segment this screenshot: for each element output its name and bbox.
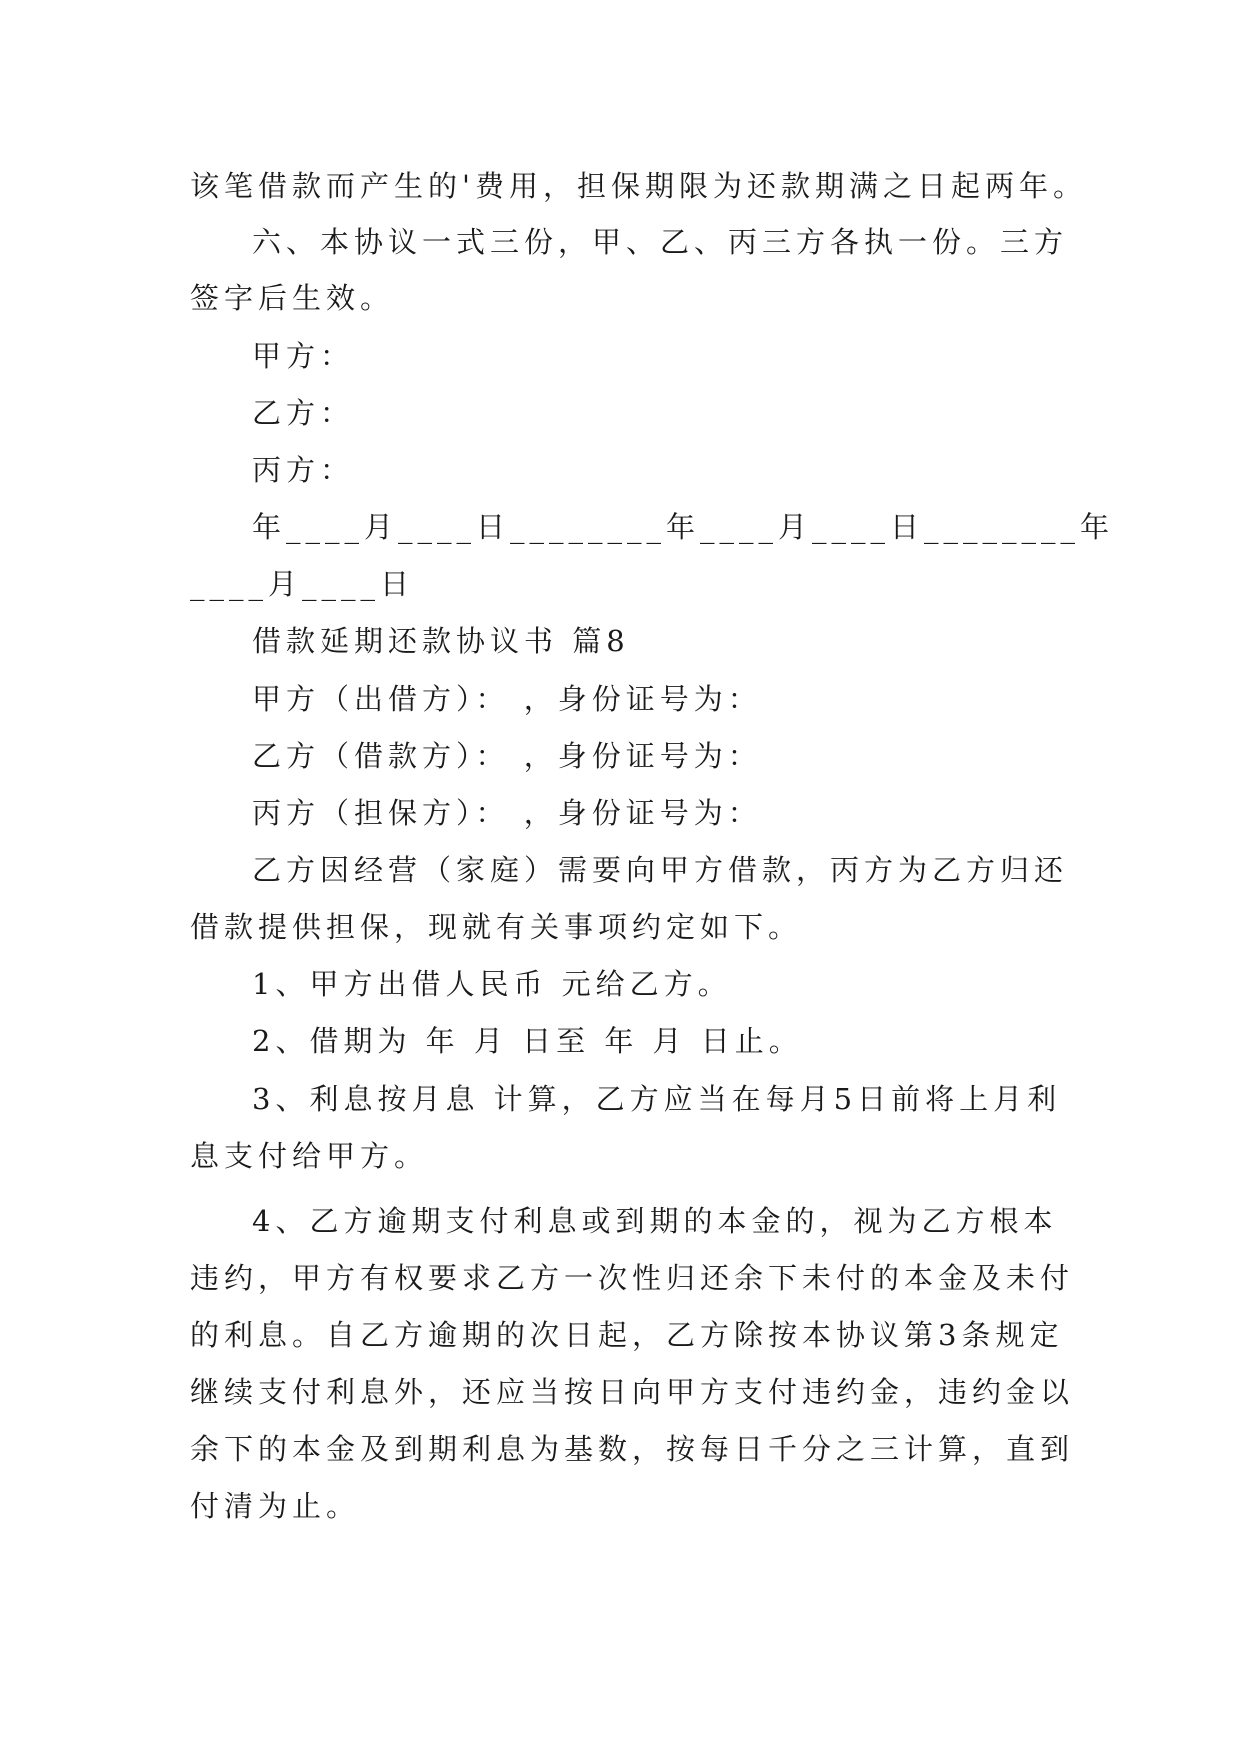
text-line: 乙方因经营（家庭）需要向甲方借款，丙方为乙方归还 [252, 853, 1069, 887]
clause-line: 1、甲方出借人民币 元给乙方。 [252, 967, 732, 1001]
date-line: 年____月____日________年____月____日________年 [252, 510, 1115, 544]
date-line: ____月____日 [190, 567, 415, 601]
signature-label-party-b: 乙方： [252, 396, 355, 430]
text-line: 该笔借款而产生的'费用，担保期限为还款期满之日起两年。 [190, 169, 1087, 203]
party-line: 乙方（借款方）： ，身份证号为： [252, 739, 762, 773]
clause-line: 余下的本金及到期利息为基数，按每日千分之三计算，直到 [190, 1432, 1075, 1466]
clause-line: 继续支付利息外，还应当按日向甲方支付违约金，违约金以 [190, 1375, 1075, 1409]
text-line: 六、本协议一式三份，甲、乙、丙三方各执一份。三方 [252, 225, 1069, 259]
party-line: 丙方（担保方）： ，身份证号为： [252, 796, 762, 830]
clause-line: 2、借期为 年 月 日至 年 月 日止。 [252, 1024, 803, 1058]
clause-line: 的利息。自乙方逾期的次日起，乙方除按本协议第3条规定 [190, 1318, 1064, 1352]
section-heading: 借款延期还款协议书 篇8 [252, 624, 630, 658]
party-line: 甲方（出借方）： ，身份证号为： [252, 682, 762, 716]
clause-line: 违约，甲方有权要求乙方一次性归还余下未付的本金及未付 [190, 1261, 1075, 1295]
text-line: 签字后生效。 [190, 281, 395, 315]
text-line: 借款提供担保，现就有关事项约定如下。 [190, 910, 803, 944]
signature-label-party-a: 甲方： [252, 339, 355, 373]
clause-line: 4、乙方逾期支付利息或到期的本金的，视为乙方根本 [252, 1204, 1058, 1238]
clause-line: 付清为止。 [190, 1489, 361, 1523]
signature-label-party-c: 丙方： [252, 453, 355, 487]
clause-line: 息支付给甲方。 [190, 1139, 429, 1173]
clause-line: 3、利息按月息 计算，乙方应当在每月5日前将上月利 [252, 1082, 1062, 1116]
